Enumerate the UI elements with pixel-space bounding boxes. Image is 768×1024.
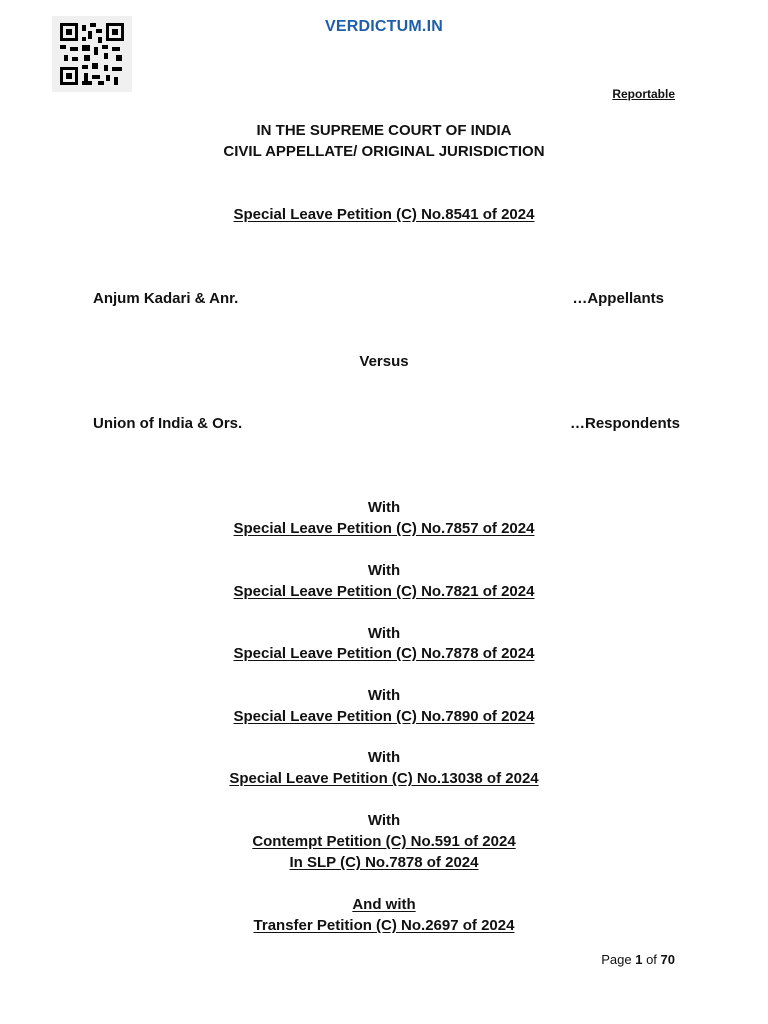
and-with-text: And with	[352, 896, 416, 913]
connected-case-number: Special Leave Petition (C) No.7890 of 2024	[233, 708, 535, 725]
respondent-name: Union of India & Ors.	[93, 415, 243, 432]
reportable-label: Reportable	[612, 87, 675, 101]
versus-label: Versus	[359, 353, 409, 370]
page-word: Page	[601, 952, 632, 967]
with-label: With	[367, 562, 401, 579]
connected-case	[0, 917, 768, 934]
with-label: With	[367, 687, 401, 704]
connected-case	[0, 520, 768, 537]
jurisdiction: CIVIL APPELLATE/ ORIGINAL JURISDICTION	[223, 143, 545, 160]
with-label: With	[367, 499, 401, 516]
connected-case-number: Contempt Petition (C) No.591 of 2024	[252, 833, 516, 850]
appellant-role: …Appellants	[572, 290, 664, 307]
connected-case	[0, 645, 768, 662]
connected-case-number: Transfer Petition (C) No.2697 of 2024	[253, 917, 515, 934]
connected-case	[0, 708, 768, 725]
of-word: of	[646, 952, 657, 967]
connected-case-number: Special Leave Petition (C) No.7878 of 2024	[233, 645, 535, 662]
connected-case-number: Special Leave Petition (C) No.7821 of 2024	[233, 583, 535, 600]
connected-case-sub	[0, 854, 768, 871]
total-pages: 70	[660, 952, 675, 967]
with-label: With	[367, 625, 401, 642]
appellant-name: Anjum Kadari & Anr.	[93, 290, 239, 307]
with-label: With	[367, 812, 401, 829]
court-name: IN THE SUPREME COURT OF INDIA	[256, 122, 512, 139]
current-page: 1	[635, 952, 643, 967]
connected-case-number: Special Leave Petition (C) No.7857 of 2024	[233, 520, 535, 537]
main-case-title	[0, 206, 768, 223]
respondent-role: …Respondents	[569, 415, 680, 432]
connected-case-sub-number: In SLP (C) No.7878 of 2024	[289, 854, 479, 871]
connected-case	[0, 583, 768, 600]
and-with-label	[0, 896, 768, 913]
connected-case	[0, 770, 768, 787]
with-label: With	[367, 749, 401, 766]
site-brand: VERDICTUM.IN	[325, 18, 443, 35]
main-case-number: Special Leave Petition (C) No.8541 of 2024	[233, 206, 535, 223]
page-number	[540, 952, 675, 967]
connected-case-number: Special Leave Petition (C) No.13038 of 2024	[229, 770, 539, 787]
connected-case	[0, 833, 768, 850]
